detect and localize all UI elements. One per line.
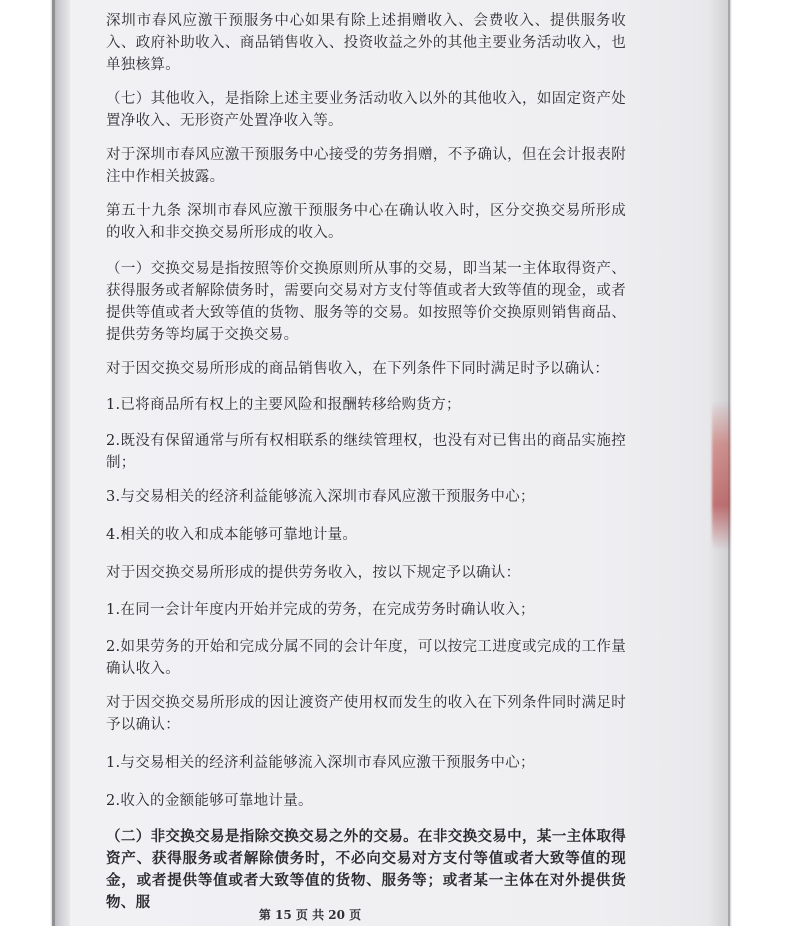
paragraph-other-revenue-core: 深圳市春风应激干预服务中心如果有除上述捐赠收入、会费收入、提供服务收入、政府补助收入、商品销售收入、投资收益之外的其他主要业务活动收入，也单独核算。 [106,13,626,73]
list-item-asset-2: 2.收入的金额能够可靠地计量。 [106,793,313,809]
paragraph-goods-sales-conditions: 对于因交换交易所形成的商品销售收入，在下列条件下同时满足时予以确认： [106,361,610,377]
paragraph-exchange-transaction: （一）交换交易是指按照等价交换原则所从事的交易，即当某一主体取得资产、获得服务或者解除债务时，需要向交易对方支付等值或者大致等值的现金，或者提供等值或者大致等值的货物、服务等的交易。如按照等价交换原则销售商品、提供劳务等均属于交换交易。 [106,261,626,343]
list-item-goods-3: 3.与交易相关的经济利益能够流入深圳市春风应激干预服务中心； [106,489,535,505]
list-item-labor-1: 1.在同一会计年度内开始并完成的劳务，在完成劳务时确认收入； [106,602,535,618]
paragraph-labor-revenue: 对于因交换交易所形成的提供劳务收入，按以下规定予以确认： [106,565,521,581]
page-number-footer: 第 15 页 共 20 页 [258,908,362,922]
list-item-asset-1: 1.与交易相关的经济利益能够流入深圳市春风应激干预服务中心； [106,755,535,771]
page-binding-edge [0,0,70,926]
paragraph-other-income: （七）其他收入，是指除上述主要业务活动收入以外的其他收入，如固定资产处置净收入、无形资产处置净收入等。 [106,91,626,129]
seal-stamp-fragment [712,400,730,550]
list-item-goods-4: 4.相关的收入和成本能够可靠地计量。 [106,527,358,543]
list-item-labor-2: 2.如果劳务的开始和完成分属不同的会计年度，可以按完工进度或完成的工作量确认收入。 [106,639,626,677]
binding-shadow-line [52,0,55,926]
list-item-goods-2: 2.既没有保留通常与所有权相联系的继续管理权，也没有对已售出的商品实施控制； [106,433,626,471]
paragraph-asset-use-rights: 对于因交换交易所形成的因让渡资产使用权而发生的收入在下列条件同时满足时予以确认： [106,695,626,733]
paragraph-non-exchange-transaction: （二）非交换交易是指除交换交易之外的交易。在非交换交易中，某一主体取得资产、获得服务或者解除债务时，不必向交易对方支付等值或者大致等值的现金，或者提供等值或者大致等值的货物、服务等；或者某一主体在对外提供货物、服 [106,828,626,911]
list-item-goods-1: 1.已将商品所有权上的主要风险和报酬转移给购货方； [106,397,461,413]
paragraph-labor-donation: 对于深圳市春风应激干预服务中心接受的劳务捐赠，不予确认，但在会计报表附注中作相关披露。 [106,147,626,185]
paragraph-article-59: 第五十九条 深圳市春风应激干预服务中心在确认收入时，区分交换交易所形成的收入和非交换交易所形成的收入。 [106,203,626,241]
